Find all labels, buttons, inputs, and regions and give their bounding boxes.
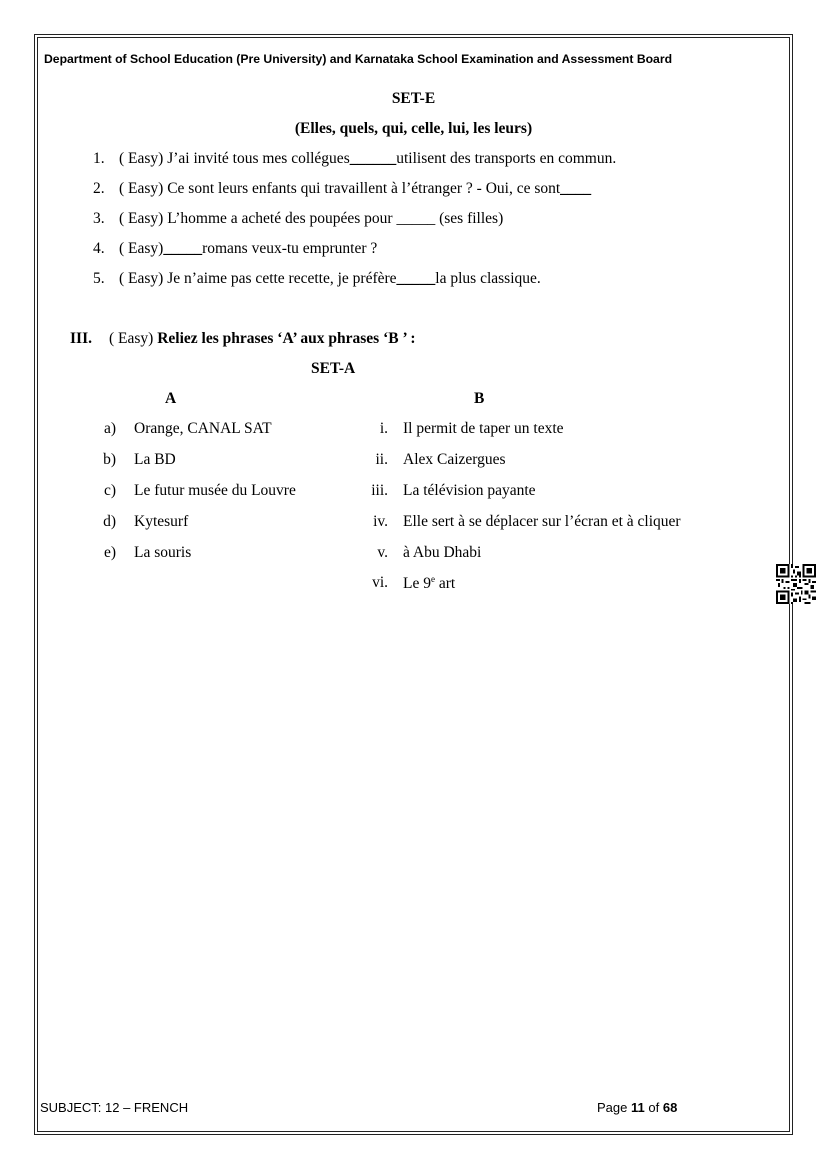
page-current: 11 (631, 1100, 645, 1115)
question-3 (93, 210, 503, 228)
answer-blank: ______ (349, 150, 397, 167)
answer-blank: _____ (396, 270, 436, 287)
question-number: 1. (93, 150, 105, 167)
col-b-item (403, 574, 455, 593)
question-text: ( Easy) Je n’aime pas cette recette, je préfère (119, 270, 397, 287)
question-text: ( Easy) J’ai invité tous mes collégues (119, 150, 350, 167)
question-text: ( Easy) (119, 240, 164, 257)
question-text-end: utilisent des transports en commun. (396, 150, 617, 167)
question-text-end: romans veux-tu emprunter ? (202, 240, 378, 257)
set-e-title: SET-E (391, 90, 436, 107)
col-a-label: e) (103, 544, 116, 561)
set-a-title: SET-A (311, 360, 356, 377)
question-number: 5. (93, 270, 105, 287)
question-text: ( Easy) Ce sont leurs enfants qui travaillent à l’étranger ? - Oui, ce sont (119, 180, 561, 197)
question-4 (93, 240, 377, 258)
col-a-label: d) (103, 513, 116, 530)
question-1 (93, 150, 616, 168)
answer-blank: ____ (560, 180, 592, 197)
page-of: of (648, 1100, 660, 1115)
col-b-item-text-end: art (434, 575, 456, 593)
question-text-end: la plus classique. (435, 270, 541, 287)
column-b-heading: B (474, 390, 485, 407)
set-e-subtitle: (Elles, quels, qui, celle, lui, les leurs) (294, 120, 533, 137)
question-2 (93, 180, 591, 198)
col-b-label: ii. (375, 451, 388, 468)
col-a-item: Kytesurf (134, 513, 189, 530)
col-b-item: Il permit de taper un texte (403, 420, 564, 437)
question-number: 4. (93, 240, 105, 257)
column-a-heading: A (165, 390, 177, 407)
section-number: III. (70, 330, 92, 347)
col-a-item: La souris (134, 544, 192, 561)
qr-code-icon (776, 564, 816, 604)
superscript: e (430, 574, 435, 584)
col-b-label: vi. (372, 574, 388, 591)
col-a-item: La BD (134, 451, 176, 468)
section-difficulty: ( Easy) (109, 330, 154, 347)
col-b-item-text: Le 9 (403, 575, 431, 593)
answer-blank: _____ (396, 210, 436, 227)
section-instruction: Reliez les phrases ‘A’ aux phrases ‘B ’ : (157, 330, 416, 347)
col-b-item: Alex Caizergues (403, 451, 506, 468)
col-b-label: i. (379, 420, 388, 437)
question-5 (93, 270, 541, 288)
footer-page-number (597, 1100, 677, 1115)
board-header: Department of School Education (Pre University) and Karnataka School Examination and Assessment Board (44, 52, 673, 66)
question-number: 3. (93, 210, 105, 227)
page-total: 68 (662, 1100, 678, 1115)
col-a-label: b) (103, 451, 116, 468)
col-b-item: à Abu Dhabi (403, 544, 482, 561)
question-text: ( Easy) L’homme a acheté des poupées pour (119, 210, 397, 227)
col-b-item: Elle sert à se déplacer sur l’écran et à cliquer (403, 513, 681, 530)
col-b-item: La télévision payante (403, 482, 536, 499)
col-b-label: iii. (371, 482, 388, 499)
page-label: Page (597, 1100, 628, 1115)
col-a-item: Le futur musée du Louvre (134, 482, 296, 499)
col-a-label: a) (103, 420, 116, 437)
question-number: 2. (93, 180, 105, 197)
answer-blank: _____ (163, 240, 203, 257)
col-b-label: iv. (373, 513, 388, 530)
section-3-heading (70, 330, 416, 348)
question-text-end: (ses filles) (435, 210, 504, 227)
col-a-label: c) (103, 482, 116, 499)
footer-subject: SUBJECT: 12 – FRENCH (40, 1100, 189, 1115)
col-b-label: v. (377, 544, 388, 561)
col-a-item: Orange, CANAL SAT (134, 420, 272, 437)
